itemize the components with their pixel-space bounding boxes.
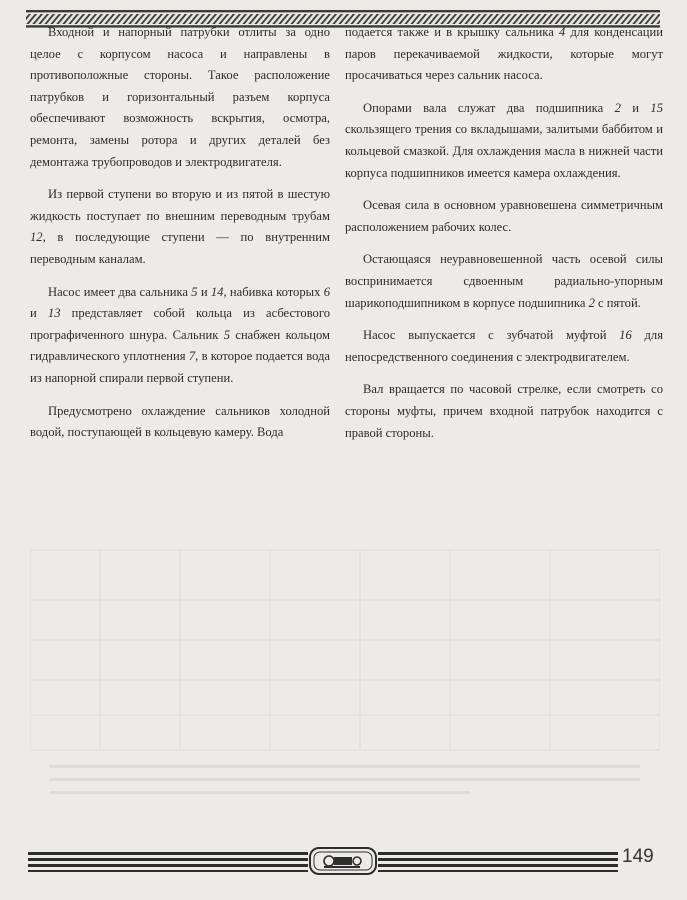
- text-run: для конденсации паров перекачиваемой жидкости, которые могут просачиваться через сальник насоса.: [345, 25, 663, 83]
- text-run: Насос имеет два сальника: [48, 284, 192, 299]
- part-number: 2: [588, 295, 595, 310]
- text-run: и: [30, 306, 48, 321]
- right-column: [345, 22, 663, 455]
- text-run: для непосредственного соединения с электродвигателем.: [345, 328, 663, 364]
- part-number: 7: [188, 349, 196, 364]
- part-number: 4: [559, 25, 566, 39]
- text-run: Осевая сила в основном уравновешена симметричным расположением рабочих колес.: [345, 198, 663, 234]
- show-through-table: [30, 540, 660, 820]
- paragraph: [345, 98, 663, 184]
- part-number: 13: [47, 306, 61, 321]
- text-run: Входной и напорный патрубки отлиты за одно целое с корпусом насоса и направлены в противоположные стороны. Такое расположение патрубков и горизонтальный разъем корпуса обеспечивают возможность вскрытия, осмотра, ремонта, замены ротора и других деталей без демонтажа трубопроводов и электродвигателя.: [30, 25, 330, 169]
- text-run: и: [620, 100, 651, 115]
- paragraph: [345, 379, 663, 444]
- paragraph: [30, 184, 330, 270]
- part-number: 14: [210, 284, 224, 299]
- text-run: представляет собой кольца из асбестового прографиченного шнура. Сальник: [30, 306, 330, 342]
- part-number: 15: [650, 100, 663, 115]
- text-run: , в которое подается вода из напорной спирали первой ступени.: [30, 349, 330, 385]
- part-number: 16: [619, 328, 632, 343]
- text-run: Из первой ступени во вторую и из пятой в шестую жидкость поступает по внешним переводным трубам: [30, 187, 330, 223]
- part-number: 2: [614, 100, 621, 115]
- paragraph: [30, 401, 330, 444]
- left-column: [30, 22, 330, 455]
- paragraph: [345, 249, 663, 314]
- paragraph: [345, 325, 663, 368]
- part-number: 6: [323, 284, 330, 299]
- page-number: 149: [622, 846, 654, 867]
- text-run: скользящего трения со вкладышами, залитыми баббитом и кольцевой смазкой. Для охлаждения масла в нижней части корпуса подшипников имеется камера охлаждения.: [345, 122, 663, 180]
- bottom-border-ornament: [28, 846, 618, 876]
- text-columns: [30, 22, 664, 442]
- text-run: , в последующие ступени — по внутренним переводным каналам.: [30, 230, 330, 266]
- paragraph: [30, 22, 330, 173]
- part-number: 5: [191, 284, 198, 299]
- text-run: Вал вращается по часовой стрелке, если смотреть со стороны муфты, причем входной патрубок находится с правой стороны.: [345, 382, 663, 440]
- text-run: и: [197, 284, 211, 299]
- part-number: 12: [30, 230, 43, 245]
- paragraph: [345, 195, 663, 238]
- text-run: с пятой.: [594, 295, 641, 310]
- paragraph: [345, 22, 663, 87]
- text-run: подается также и в крышку сальника: [345, 25, 559, 39]
- text-run: снабжен кольцом гидравлического уплотнения: [30, 327, 330, 364]
- text-run: Насос выпускается с зубчатой муфтой: [363, 328, 620, 343]
- paragraph: [30, 282, 330, 390]
- text-run: Остающаяся неуравновешенной часть осевой силы воспринимается сдвоенным радиально-упорным шарикоподшипником в корпусе подшипника: [345, 252, 663, 310]
- pump-emblem-icon: [310, 848, 376, 874]
- text-run: , набивка которых: [223, 284, 324, 299]
- part-number: 5: [223, 327, 230, 342]
- text-run: Предусмотрено охлаждение сальников холодной водой, поступающей в кольцевую камеру. Вода: [30, 403, 330, 440]
- text-run: Опорами вала служат два подшипника: [363, 100, 615, 115]
